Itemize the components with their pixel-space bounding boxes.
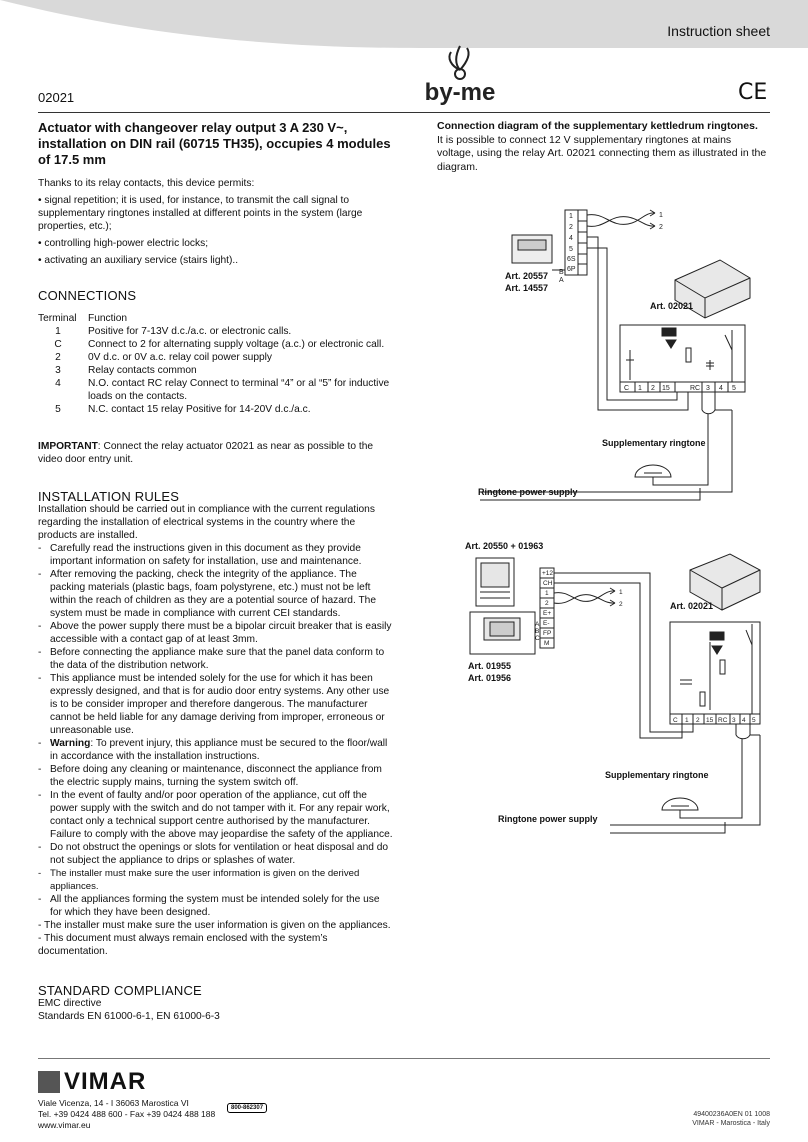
svg-text:2: 2 <box>659 224 663 231</box>
diagram1-ringtone-label: Supplementary ringtone <box>602 438 706 448</box>
top-divider <box>38 112 770 113</box>
toll-free-number: 800-862307 <box>227 1103 267 1113</box>
installation-heading: INSTALLATION RULES <box>38 489 180 504</box>
rule-item: - Carefully read the instructions given in this document as they provide important information on safety for installation, use and maintenance. <box>38 543 362 567</box>
svg-text:2: 2 <box>651 385 655 392</box>
svg-text:2: 2 <box>696 717 700 724</box>
diagram2-art-top: Art. 20550 + 01963 <box>465 541 544 551</box>
svg-text:4: 4 <box>569 235 573 242</box>
svg-text:1: 1 <box>569 213 573 220</box>
footer-address: Viale Vicenza, 14 - I 36063 Marostica VI Tel. +39 0424 488 600 - Fax +39 0424 488 188 www.vimar.eu <box>38 1098 216 1130</box>
document-number: 49400236A0EN 01 1008 VIMAR - Marostica - Italy <box>692 1111 770 1127</box>
rule-item: - Above the power supply there must be a bipolar circuit breaker that is easily accessible with a contact gap of at least 3mm. <box>38 621 392 645</box>
rule-item: - All the appliances forming the system must be intended solely for the use for which they have been designed. <box>38 894 380 918</box>
rule-item: - This appliance must be intended solely for the use for which it has been expressly designed, and that is for audio door entry systems. Any other use is to be consider improper and therefore dangerous. The manufacturer cannot be held liable for any damage deriving from improper, erroneous or unreasonable use. <box>38 673 390 736</box>
connection-row: 4 N.O. contact RC relay Connect to terminal “4” or al “5” for inductive loads on the contacts. <box>55 378 390 402</box>
left-column <box>38 120 393 1023</box>
svg-text:M: M <box>544 640 550 647</box>
connection-row: C Connect to 2 for alternating supply voltage (a.c.) or electronic call. <box>54 339 385 350</box>
svg-text:2: 2 <box>569 224 573 231</box>
rule-tail: - The installer must make sure the user information is given on the appliances. <box>38 920 391 931</box>
svg-text:B: B <box>559 269 564 276</box>
svg-text:1: 1 <box>638 385 642 392</box>
rule-item: - The installer must make sure the user information is given on the derived appliances. <box>38 868 360 892</box>
svg-text:+12: +12 <box>542 570 554 577</box>
svg-text:1: 1 <box>619 589 623 596</box>
rule-item: - In the event of faulty and/or poor operation of the appliance, cut off the power supply with the switch and do not tamper with it. For any repair work, contact only a technical support centre authorised by the manufacturer. Failure to comply with the above may jeopardise the safety of the appliance. <box>38 790 393 840</box>
compliance-line: Standards EN 61000-6-1, EN 61000-6-3 <box>38 1011 220 1022</box>
diagram-intro-title: Connection diagram of the supplementary kettledrum ringtones. <box>437 120 758 132</box>
svg-text:E-: E- <box>543 620 550 627</box>
diagram2-power-label: Ringtone power supply <box>498 814 598 824</box>
header-title: Instruction sheet <box>667 23 770 39</box>
diagram2-art-b: Art. 01956 <box>468 673 512 683</box>
svg-text:RC: RC <box>690 385 701 392</box>
rule-item: - Do not obstruct the openings or slots for ventilation or heat disposal and do not subject the appliance to drips or splashes of water. <box>38 842 389 866</box>
important-note: IMPORTANT: Connect the relay actuator 02021 as near as possible to the video door entry unit. <box>38 441 374 465</box>
connections-header-row <box>38 312 393 325</box>
rule-item: - After removing the packing, check the integrity of the appliance. The packing materials (plastic bags, foam polystyrene, etc.) must not be left within the reach of children as they are a potential source of hazard. The system must be made in compliance with current CEI standards. <box>38 569 377 619</box>
connections-heading: CONNECTIONS <box>38 288 137 303</box>
svg-text:1: 1 <box>545 590 549 597</box>
svg-text:A: A <box>559 277 564 284</box>
svg-text:4: 4 <box>742 717 746 724</box>
connection-diagram-2 <box>460 550 770 850</box>
intro-text: Thanks to its relay contacts, this device permits: <box>38 178 255 189</box>
svg-text:5: 5 <box>732 385 736 392</box>
svg-text:E+: E+ <box>543 610 552 617</box>
svg-text:FP: FP <box>543 630 552 637</box>
bullet-2: • controlling high-power electric locks; <box>38 238 209 249</box>
svg-text:CH: CH <box>543 580 553 587</box>
svg-text:C: C <box>624 385 630 392</box>
svg-text:15: 15 <box>662 385 670 392</box>
diagram2-ringtone-label: Supplementary ringtone <box>605 770 709 780</box>
diagram-intro <box>437 120 770 174</box>
footer-divider <box>38 1058 770 1059</box>
svg-text:B: B <box>535 628 540 635</box>
ce-mark: CE <box>738 80 768 105</box>
svg-text:C: C <box>673 717 678 724</box>
warning-item: - Warning: To prevent injury, this appliance must be secured to the floor/wall in accordance with the installation instructions. <box>38 738 388 762</box>
product-title: Actuator with changeover relay output 3 A 230 V~, installation on DIN rail (60715 TH35), occupies 4 modules of 17.5 mm <box>38 120 391 167</box>
product-code: 02021 <box>38 90 75 105</box>
diagram1-power-label: Ringtone power supply <box>478 487 578 497</box>
svg-text:15: 15 <box>706 717 714 724</box>
rule-item: - Before doing any cleaning or maintenance, disconnect the appliance from the electric supply mains, turning the system switch off. <box>38 764 382 788</box>
compliance-heading: STANDARD COMPLIANCE <box>38 983 202 998</box>
svg-text:3: 3 <box>732 717 736 724</box>
compliance-line: EMC directive <box>38 998 102 1009</box>
svg-text:by-me: by-me <box>424 79 496 106</box>
svg-text:5: 5 <box>752 717 756 724</box>
svg-text:RC: RC <box>718 717 728 724</box>
diagram-intro-text: It is possible to connect 12 V supplementary ringtones at mains voltage, using the relay Art. 02021 connecting them as illustrated in the diagram. <box>437 133 767 173</box>
diagram1-art-a: Art. 20557 <box>505 271 549 281</box>
connection-row: 1 Positive for 7-13V d.c./a.c. or electronic calls. <box>55 326 292 337</box>
diagram2-art-a: Art. 01955 <box>468 661 512 671</box>
svg-text:1: 1 <box>659 212 663 219</box>
svg-text:6P: 6P <box>567 266 576 273</box>
svg-text:5: 5 <box>569 246 573 253</box>
rule-tail: - This document must always remain enclosed with the system’s documentation. <box>38 933 328 957</box>
connection-row: 2 0V d.c. or 0V a.c. relay coil power supply <box>55 352 273 363</box>
connection-diagram-1 <box>470 200 770 505</box>
svg-text:4: 4 <box>719 385 723 392</box>
vimar-logo: VIMAR <box>38 1068 146 1096</box>
bullet-3: • activating an auxiliary service (stairs light).. <box>38 255 239 266</box>
svg-text:A: A <box>535 621 540 628</box>
vimar-logo-icon <box>38 1071 60 1093</box>
diagram1-art-b: Art. 14557 <box>505 283 549 293</box>
bullet-1: • signal repetition; it is used, for instance, to transmit the call signal to supplementary ringtones installed at different points in the system (large properties, etc.); <box>38 195 363 232</box>
svg-text:2: 2 <box>545 600 549 607</box>
svg-text:C: C <box>535 635 540 642</box>
col-function: Function <box>88 313 128 324</box>
svg-text:3: 3 <box>706 385 710 392</box>
diagram2-art-relay: Art. 02021 <box>670 601 714 611</box>
by-me-logo <box>405 40 515 106</box>
connection-row: 5 N.C. contact 15 relay Positive for 14-20V d.c./a.c. <box>55 404 311 415</box>
svg-text:2: 2 <box>619 601 623 608</box>
svg-text:1: 1 <box>685 717 689 724</box>
col-terminal: Terminal <box>38 313 77 324</box>
installation-intro: Installation should be carried out in compliance with the current regulations regarding the installation of electrical systems in the country where the products are installed. <box>38 504 375 541</box>
svg-text:6S: 6S <box>567 256 576 263</box>
connection-row: 3 Relay contacts common <box>55 365 197 376</box>
rule-item: - Before connecting the appliance make sure that the panel data conform to the data of the distribution network. <box>38 647 385 671</box>
diagram1-art-relay: Art. 02021 <box>650 301 694 311</box>
